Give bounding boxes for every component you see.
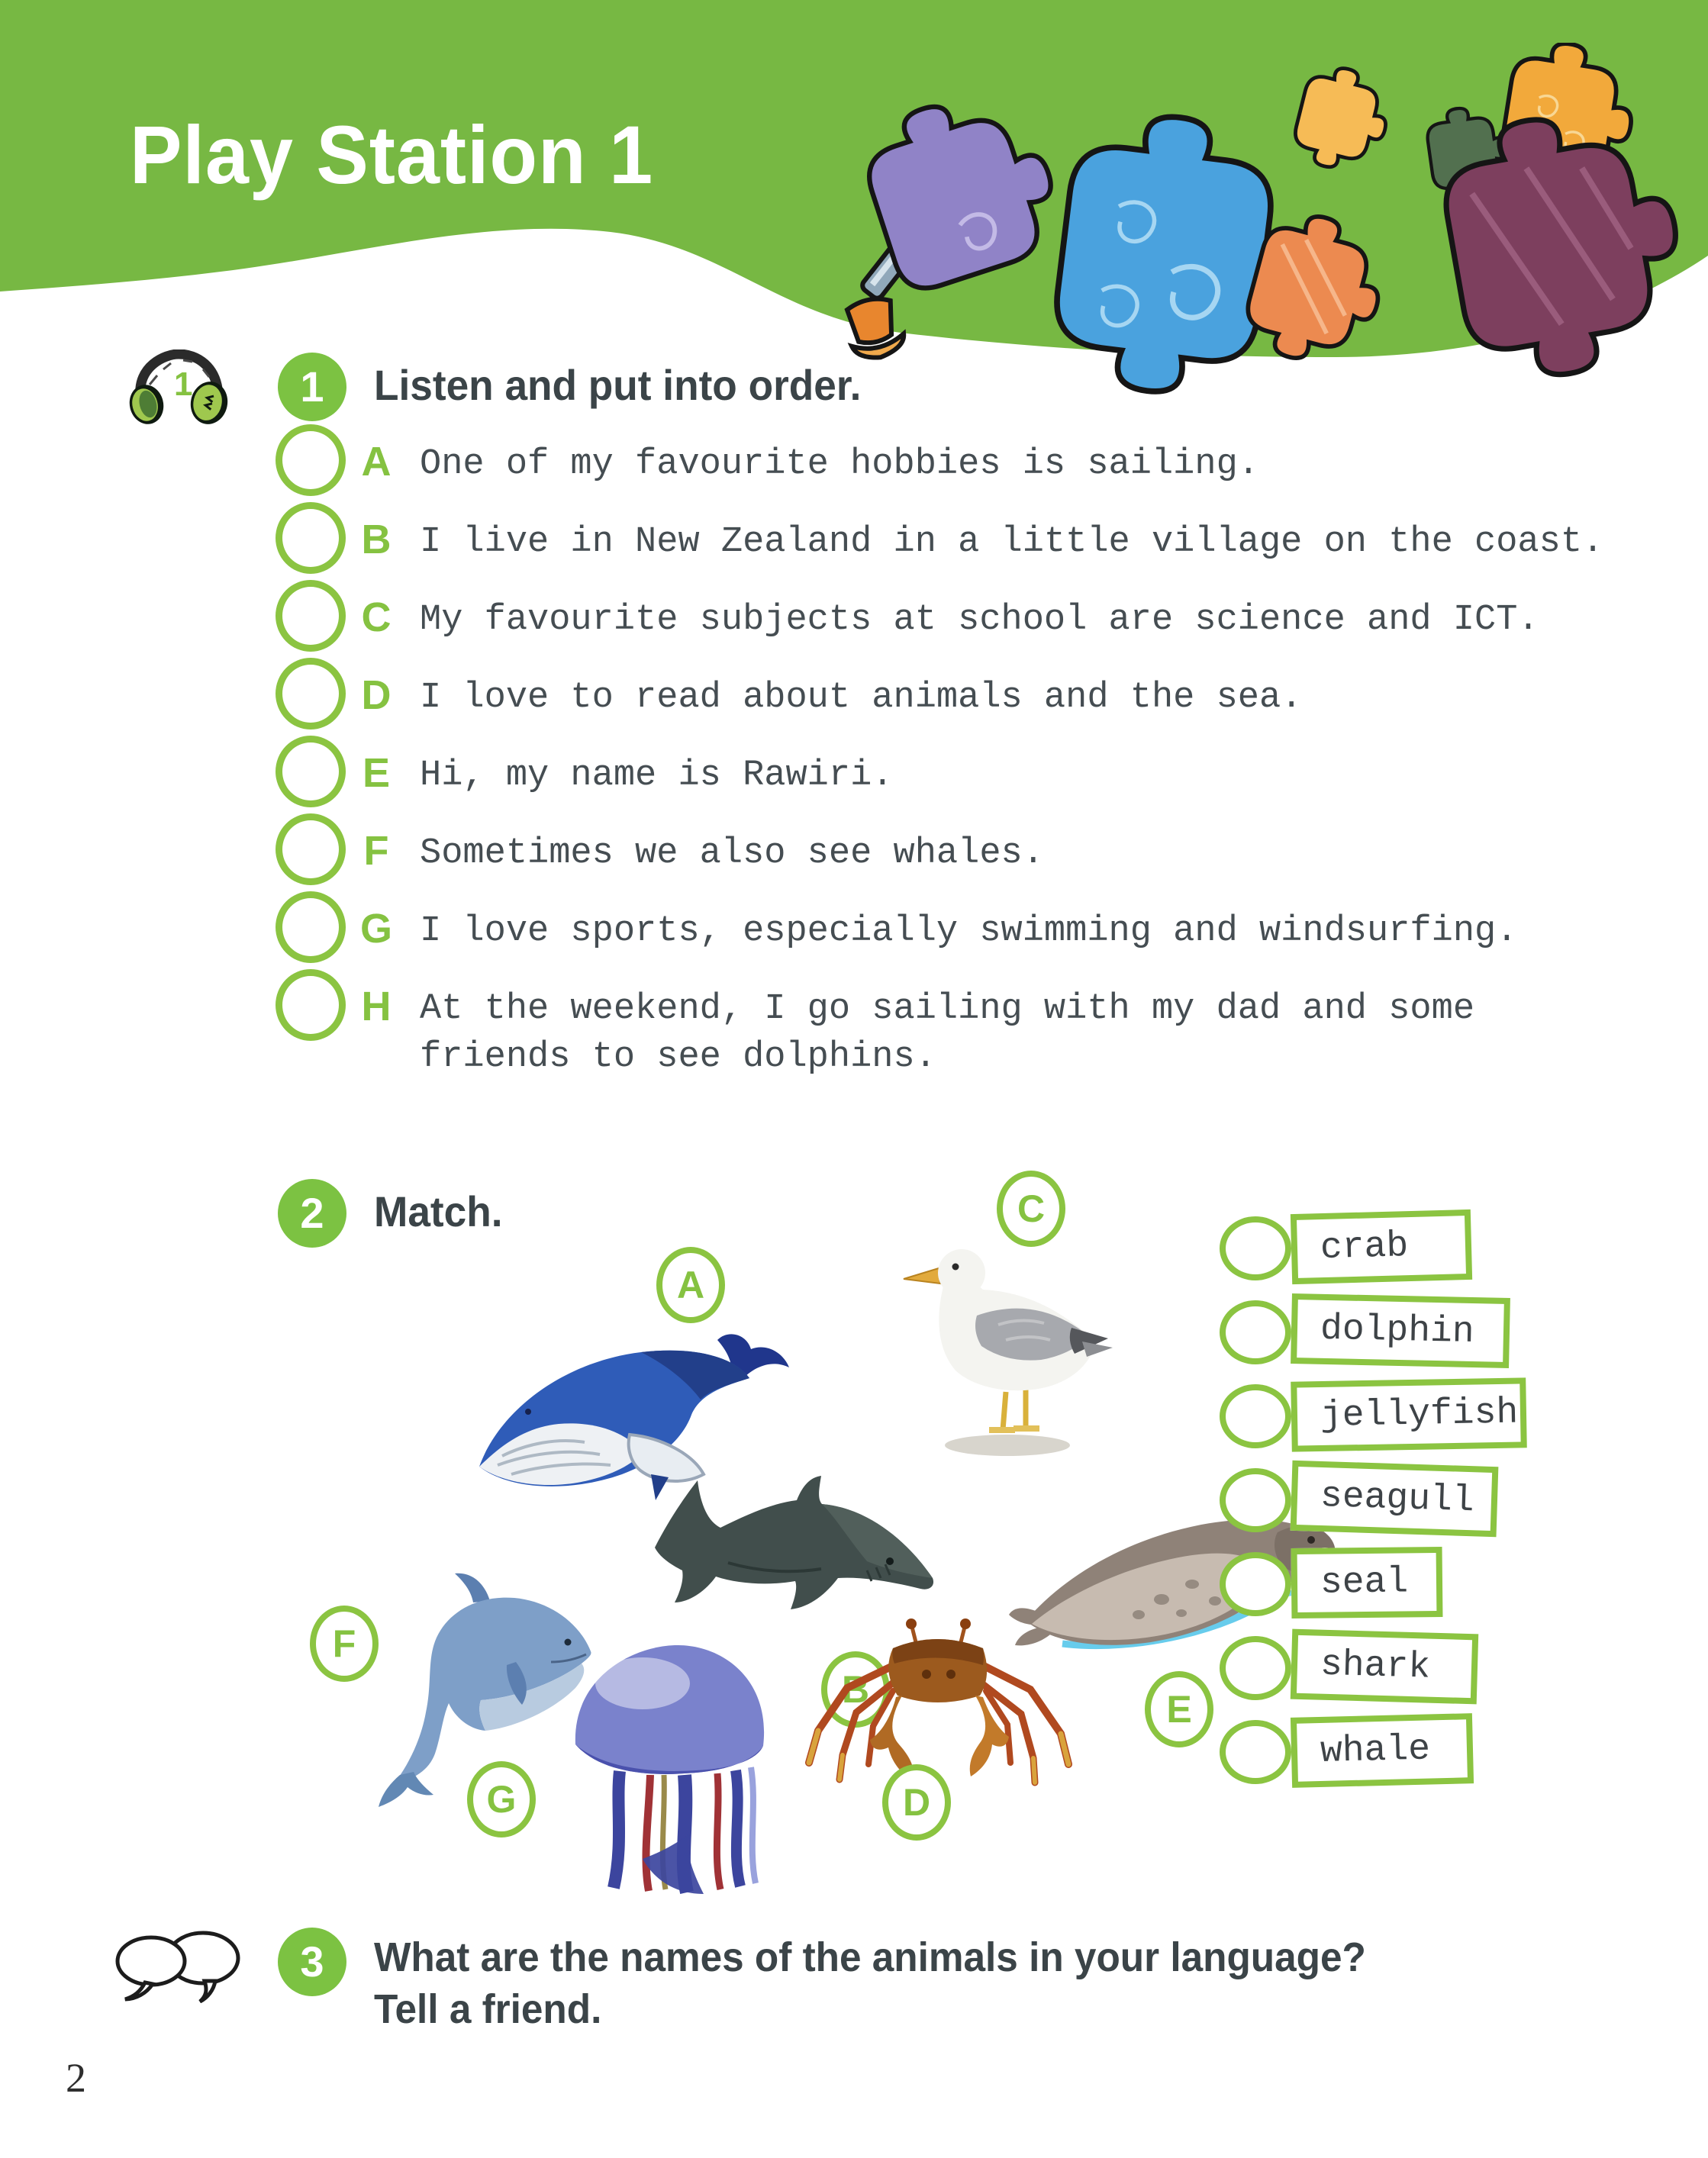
item-letter-g: G <box>359 906 392 952</box>
svg-text:1: 1 <box>174 366 193 403</box>
page-number: 2 <box>66 2055 86 2101</box>
answer-slot-h[interactable] <box>276 969 346 1041</box>
item-letter-b: B <box>361 517 392 562</box>
item-text-d: I love to read about animals and the sea. <box>420 678 1303 718</box>
word-slot-crab[interactable] <box>1220 1216 1291 1280</box>
exercise1-number-badge: 1 <box>278 353 346 421</box>
exercise3-number-badge: 3 <box>278 1928 346 1996</box>
jellyfish-illustration <box>528 1630 818 1897</box>
item-text-f: Sometimes we also see whales. <box>420 833 1044 874</box>
word-slot-seal[interactable] <box>1220 1552 1291 1616</box>
puzzle-piece-small-yellow <box>1289 60 1397 179</box>
item-letter-h: H <box>361 984 392 1029</box>
word-slot-shark[interactable] <box>1220 1636 1291 1700</box>
seagull-illustration <box>891 1226 1113 1464</box>
pen-cap <box>843 294 907 362</box>
item-letter-c: C <box>361 594 392 640</box>
word-box-seagull[interactable]: seagull <box>1291 1461 1499 1537</box>
word-slot-jellyfish[interactable] <box>1220 1384 1291 1448</box>
picture-label-shark[interactable]: B <box>821 1651 890 1728</box>
item-letter-a: A <box>361 439 392 485</box>
word-slot-whale[interactable] <box>1220 1720 1291 1784</box>
word-slot-dolphin[interactable] <box>1220 1300 1291 1364</box>
word-box-seal[interactable]: seal <box>1291 1547 1443 1618</box>
puzzle-pieces-and-pen-illustration <box>824 43 1708 401</box>
word-box-crab[interactable]: crab <box>1291 1209 1472 1284</box>
answer-slot-b[interactable] <box>276 502 346 574</box>
answer-slot-e[interactable] <box>276 736 346 807</box>
item-text-a: One of my favourite hobbies is sailing. <box>420 444 1259 485</box>
exercise2-title: Match. <box>374 1187 503 1235</box>
item-letter-e: E <box>362 750 391 796</box>
picture-label-whale[interactable]: A <box>656 1247 725 1323</box>
item-text-h: At the weekend, I go sailing with my dad and some friends to see dolphins. <box>420 989 1475 1077</box>
word-box-dolphin[interactable]: dolphin <box>1291 1293 1510 1368</box>
item-text-c: My favourite subjects at school are science and ICT. <box>420 600 1539 640</box>
word-slot-seagull[interactable] <box>1220 1468 1291 1532</box>
exercise3-title-line2: Tell a friend. <box>374 1986 602 2032</box>
exercise1-title: Listen and put into order. <box>374 361 862 409</box>
answer-slot-c[interactable] <box>276 580 346 652</box>
exercise2-number-badge: 2 <box>278 1179 346 1248</box>
picture-label-seal[interactable]: E <box>1145 1671 1213 1747</box>
page-title: Play Station 1 <box>130 108 654 201</box>
item-text-b: I live in New Zealand in a little village on the coast. <box>420 522 1604 562</box>
item-text-e: Hi, my name is Rawiri. <box>420 755 894 796</box>
answer-slot-a[interactable] <box>276 424 346 496</box>
word-box-jellyfish[interactable]: jellyfish <box>1291 1377 1527 1451</box>
answer-slot-f[interactable] <box>276 813 346 885</box>
picture-label-dolphin[interactable]: F <box>310 1606 379 1682</box>
answer-slot-d[interactable] <box>276 658 346 730</box>
headphones-icon <box>127 349 230 426</box>
speech-bubbles-icon <box>114 1931 244 2003</box>
item-text-g: I love sports, especially swimming and windsurfing. <box>420 911 1518 952</box>
exercise3-title-line1: What are the names of the animals in your language? <box>374 1934 1366 1980</box>
item-letter-f: F <box>363 828 389 874</box>
picture-label-crab[interactable]: D <box>882 1764 951 1841</box>
picture-label-seagull[interactable]: C <box>997 1171 1065 1247</box>
answer-slot-g[interactable] <box>276 891 346 963</box>
word-box-shark[interactable]: shark <box>1291 1629 1478 1705</box>
word-box-whale[interactable]: whale <box>1291 1713 1474 1788</box>
item-letter-d: D <box>361 672 392 718</box>
picture-label-jellyfish[interactable]: G <box>467 1761 536 1838</box>
